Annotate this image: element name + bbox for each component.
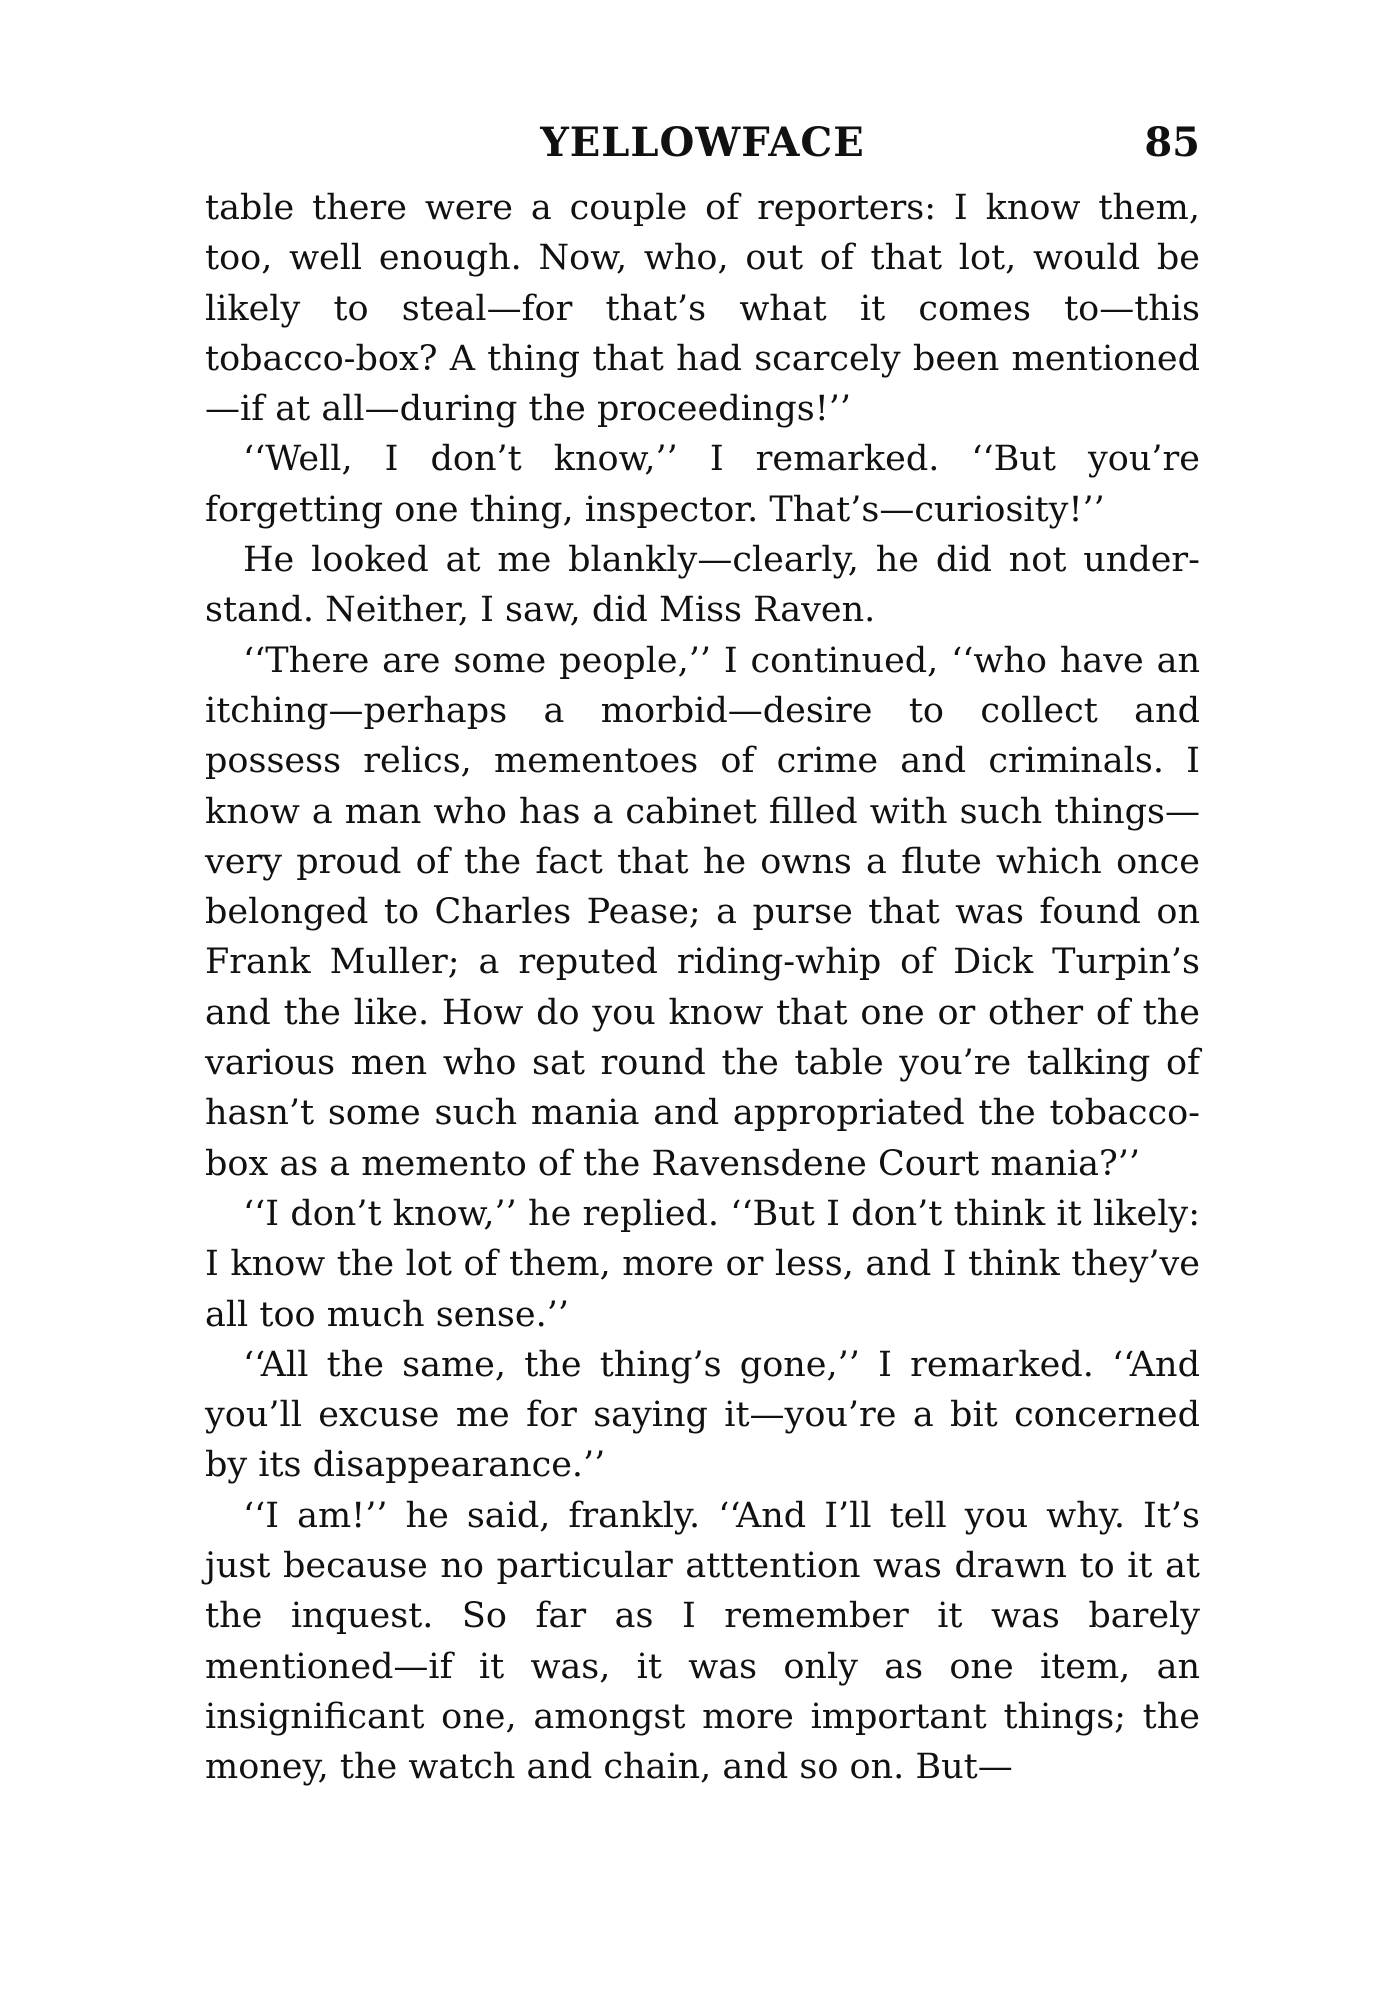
paragraph-1: table there were a couple of reporters: I know them, too, well enough. Now, who, out of that lot, would be likely to steal—for that’s what it comes to—this tobacco-box? A thing that had scarcely been mentioned—if at all—during the proceedings!’’ <box>205 188 1200 430</box>
page-number: 85 <box>1144 119 1200 166</box>
paragraph-3: He looked at me blankly—clearly, he did not understand. Neither, I saw, did Miss Raven. <box>205 540 1200 631</box>
running-title: YELLOWFACE <box>540 119 865 166</box>
paragraph-6: ‘‘All the same, the thing’s gone,’’ I remarked. ‘‘And you’ll excuse me for saying it—you’re a bit concerned by its disappearance.’’ <box>205 1344 1200 1486</box>
running-head <box>205 118 1200 168</box>
paragraph-4: ‘‘There are some people,’’ I continued, ‘‘who have an itching—perhaps a morbid—desire to collect and possess relics, mementoes of crime and criminals. I know a man who has a cabinet filled with such things—very proud of the fact that he owns a flute which once belonged to Charles Pease; a purse that was found on Frank Muller; a reputed riding-whip of Dick Turpin’s and the like. How do you know that one or other of the various men who sat round the table you’re talking of hasn’t some such mania and appropriated the tobacco-box as a memento of the Ravensdene Court mania?’’ <box>205 640 1200 1184</box>
body-text <box>205 183 1200 1793</box>
paragraph-2: ‘‘Well, I don’t know,’’ I remarked. ‘‘But you’re forgetting one thing, inspector. That’s—curiosity!’’ <box>205 439 1200 530</box>
paragraph-7: ‘‘I am!’’ he said, frankly. ‘‘And I’ll tell you why. It’s just because no particular atttention was drawn to it at the inquest. So far as I remember it was barely mentioned—if it was, it was only as one item, an insignificant one, amongst more important things; the money, the watch and chain, and so on. But— <box>205 1495 1200 1788</box>
paragraph-5: ‘‘I don’t know,’’ he replied. ‘‘But I don’t think it likely: I know the lot of them, more or less, and I think they’ve all too much sense.’’ <box>205 1193 1200 1335</box>
